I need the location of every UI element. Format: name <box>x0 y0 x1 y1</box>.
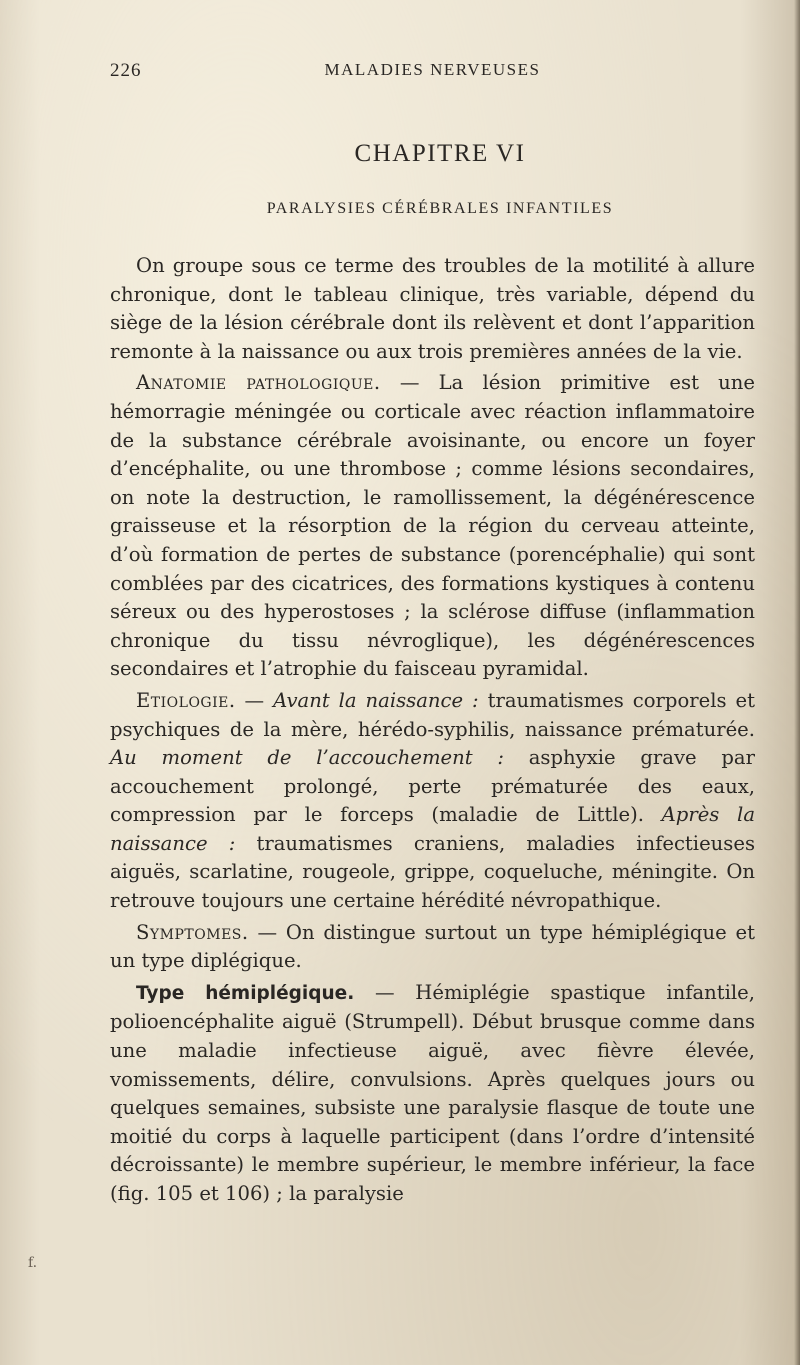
anatomie-heading: Anatomie pathologique. <box>136 371 381 395</box>
etiologie-heading: Etiologie. <box>136 688 236 712</box>
avant-label: Avant la naissance : <box>273 688 479 712</box>
type-hemiplegique-text: — Hémiplégie spastique infantile, polioencéphalite aiguë (Strumpell). Début brusque comme dans une maladie infectieuse aiguë, avec fièvre élevée, vomissements, délire, convulsions. Après quelques jours ou quelques semaines, subsiste une paralysie flasque de toute une moitié du corps à laquelle participent (dans l’ordre d’intensité décroissante) le membre supérieur, le membre inférieur, la face (fig. 105 et 106) ; la paralysie <box>110 980 755 1205</box>
etiologie-dash: — <box>235 688 274 712</box>
page-number: 226 <box>110 60 142 81</box>
anatomie-paragraph <box>110 369 755 684</box>
chapter-subtitle: PARALYSIES CÉRÉBRALES INFANTILES <box>266 200 614 217</box>
chapter-title: CHAPITRE VI <box>354 140 526 167</box>
apres-text: traumatismes craniens, maladies infectieuses aiguës, scarlatine, rougeole, grippe, coqueluche, méningite. On retrouve toujours une certaine hérédité névropathique. <box>110 831 755 913</box>
page-edge-shadow <box>794 0 800 1365</box>
running-header <box>110 60 755 84</box>
margin-annotation: f. <box>28 1255 38 1271</box>
symptomes-text: — On distingue surtout un type hémiplégique et un type diplégique. <box>110 920 755 973</box>
symptomes-paragraph <box>110 919 755 976</box>
type-hemiplegique-heading: Type hémiplégique. <box>136 982 355 1004</box>
type-hemiplegique-paragraph <box>110 979 755 1209</box>
moment-text: asphyxie grave par accouchement prolongé, perte prématurée des eaux, compression par le forceps (maladie de Little). <box>110 746 755 827</box>
body-text <box>110 252 755 1209</box>
symptomes-heading: Symptomes. <box>136 920 249 944</box>
moment-label: Au moment de l’accouchement : <box>110 746 504 770</box>
anatomie-text: — La lésion primitive est une hémorragie méningée ou corticale avec réaction inflammatoire de la substance cérébrale avoisinante, ou encore un foyer d’encéphalite, ou une thrombose ; comme lésions secondaires, on note la destruction, le ramollissement, la dégénérescence graisseuse et la résorption de la région du cerveau atteinte, d’où formation de pertes de substance (porencéphalie) qui sont comblées par des cicatrices, des formations kystiques à contenu séreux ou des hyperostoses ; la sclérose diffuse (inflammation chronique du tissu névroglique), les dégénérescences secondaires et l’atrophie du faisceau pyramidal. <box>110 371 755 681</box>
running-title: MALADIES NERVEUSES <box>324 60 541 79</box>
etiologie-paragraph <box>110 687 755 916</box>
intro-paragraph <box>110 252 755 366</box>
intro-text: On groupe sous ce terme des troubles de la motilité à allure chronique, dont le tableau clinique, très variable, dépend du siège de la lésion cérébrale dont ils relèvent et dont l’apparition remonte à la naissance ou aux trois premières années de la vie. <box>110 254 755 363</box>
avant-text: traumatismes corporels et psychiques de la mère, hérédo-syphilis, naissance prématurée. <box>110 688 755 741</box>
apres-label: Après la naissance : <box>110 803 756 855</box>
